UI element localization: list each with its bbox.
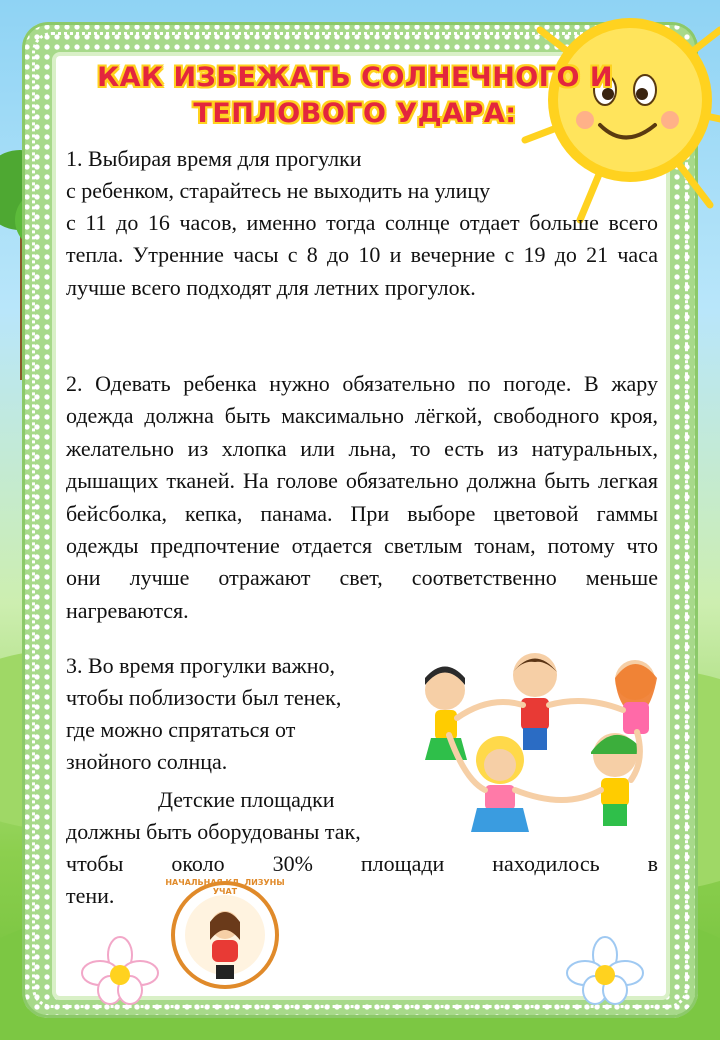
section-1-line-2: с ребенком, старайтесь не выходить на улицу — [66, 178, 491, 203]
section-1-body: с 11 до 16 часов, именно тогда солнце отдает больше всего тепла. Утренние часы с 8 до 10 и вечерние с 19 до 21 часа лучше всего подходят для летних прогулок. — [66, 210, 658, 300]
section-3-line-4: знойного солнца. — [66, 749, 228, 774]
page-title — [90, 60, 620, 132]
author-stamp-text: НАЧАЛЬНАЯ КЛ. ЛИЗУНЫ УЧАТ — [165, 878, 285, 896]
section-3-line-8: тени. — [66, 883, 115, 908]
flower-illustration — [80, 935, 160, 1005]
section-3-line-6: должны быть оборудованы так, — [66, 819, 361, 844]
section-2-body: 2. Одевать ребенка нужно обязательно по погоде. В жару одежда должна быть максимально лёгкой, свободного кроя, желательно из хлопка или льна, то есть из натуральных, дышащих тканей. На голове обязательно должна быть легкая бейсболка, кепка, панама. При выборе цветовой гаммы одежды предпочтение отдается светлым тонам, потому что они лучше отражают свет, соответственно меньше нагреваются. — [66, 371, 658, 623]
section-3-line-1: 3. Во время прогулки важно, — [66, 653, 335, 678]
section-3-line-7: чтобы около 30% площади находилось в — [66, 851, 658, 876]
section-3-line-2: чтобы поблизости был тенек, — [66, 685, 342, 710]
children-circle-illustration — [405, 640, 675, 860]
section-3-line-3: где можно спрятаться от — [66, 717, 296, 742]
title-line-2: ТЕПЛОВОГО УДАРА: — [193, 98, 517, 129]
author-stamp — [160, 880, 290, 995]
section-3-line-5: Детские площадки — [158, 787, 335, 812]
flower-illustration — [565, 935, 645, 1005]
section-1-line-1: 1. Выбирая время для прогулки — [66, 146, 362, 171]
title-line-1: КАК ИЗБЕЖАТЬ СОЛНЕЧНОГО И — [97, 62, 613, 93]
